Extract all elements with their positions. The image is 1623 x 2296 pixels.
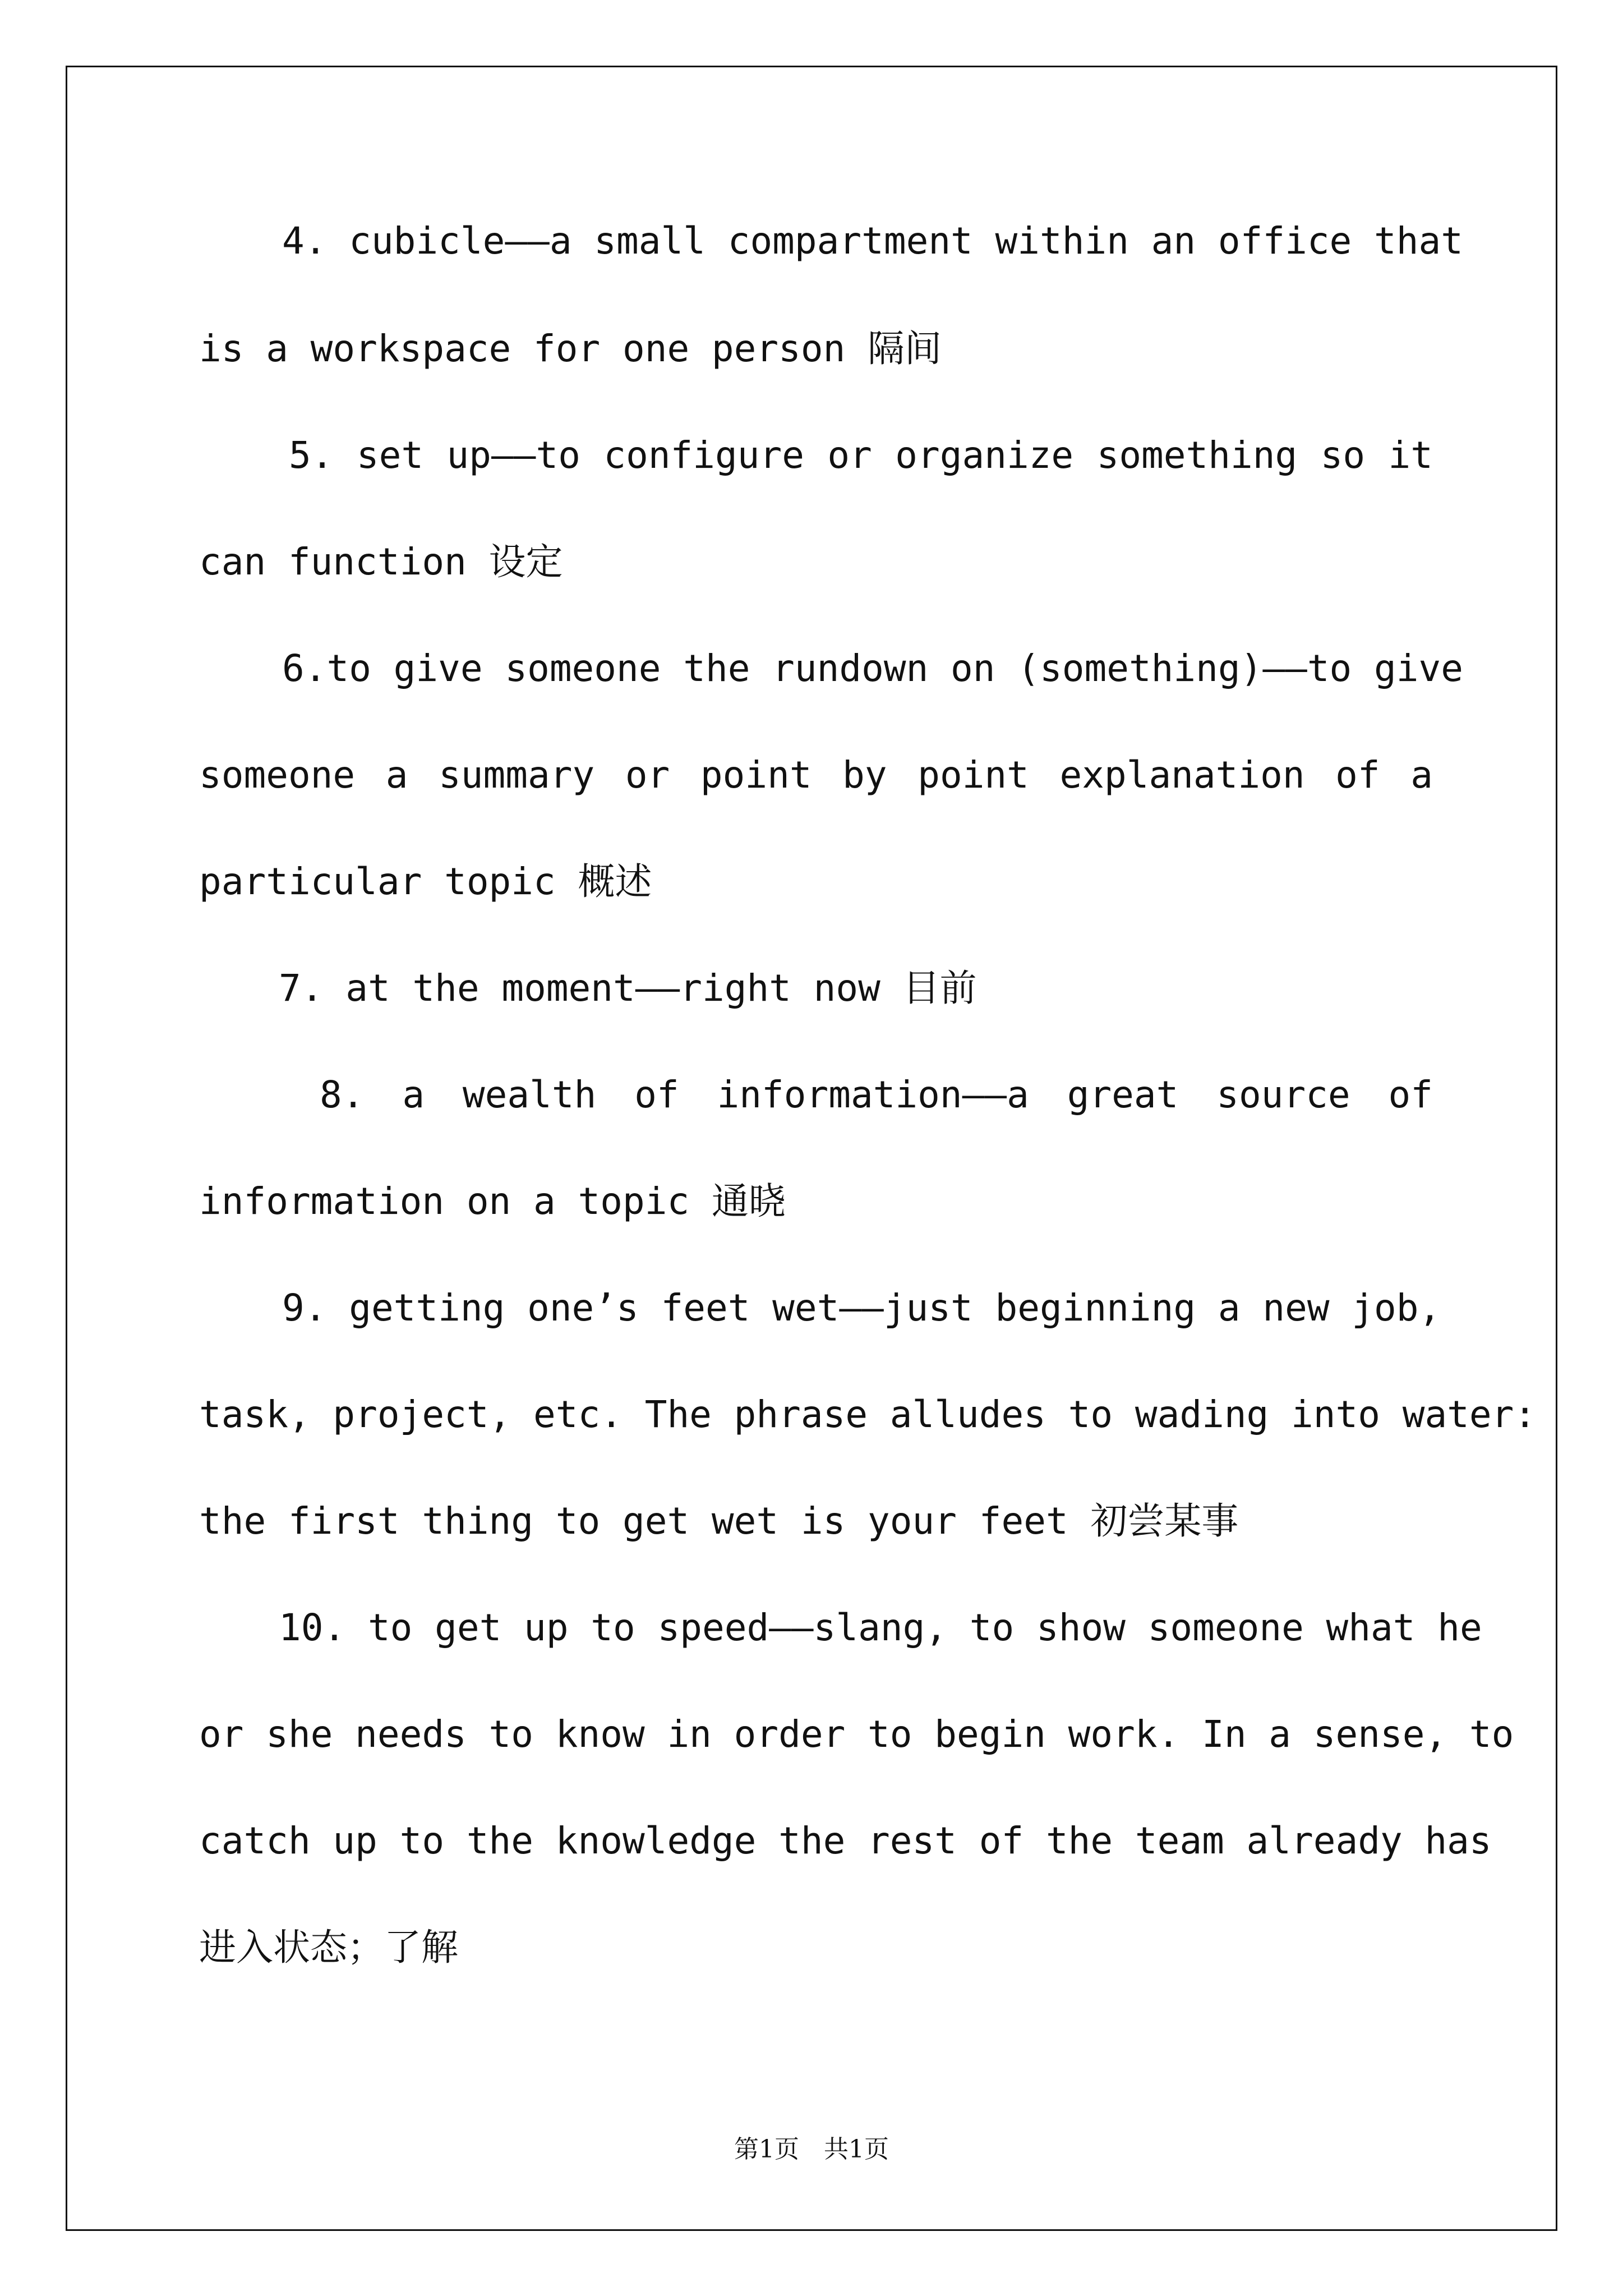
text-line-item4-a: 4. cubicle——a small compartment within an office that — [282, 219, 1463, 263]
text-line-item6-c: particular topic 概述 — [199, 860, 652, 903]
text-line-item8-a: 8. a wealth of information——a great source of — [320, 1073, 1433, 1116]
page-number-footer: 第1页 共1页 — [734, 2135, 889, 2164]
text-line-item10-a: 10. to get up to speed——slang, to show someone what he — [279, 1606, 1482, 1649]
text-line-item6-b: someone a summary or point by point explanation of a — [199, 753, 1433, 797]
text-line-item4-b: is a workspace for one person 隔间 — [199, 327, 942, 370]
text-line-item7: 7. at the moment——right now 目前 — [279, 967, 977, 1010]
text-line-item9-a: 9. getting one’s feet wet——just beginning a new job, — [282, 1286, 1441, 1329]
text-line-item10-d: 进入状态；了解 — [199, 1926, 458, 1969]
text-line-item5-b: can function 设定 — [199, 540, 563, 583]
text-line-item5-a: 5. set up——to configure or organize something so it — [289, 434, 1433, 477]
text-line-item9-b: task, project, etc. The phrase alludes to wading into water: — [199, 1393, 1537, 1436]
text-line-item8-b: information on a topic 通晓 — [199, 1180, 786, 1223]
text-line-item9-c: the first thing to get wet is your feet 初尝某事 — [199, 1499, 1239, 1543]
page-border — [66, 66, 1557, 2231]
text-line-item10-b: or she needs to know in order to begin work. In a sense, to — [199, 1713, 1514, 1756]
text-line-item10-c: catch up to the knowledge the rest of the team already has — [199, 1819, 1492, 1862]
text-line-item6-a: 6.to give someone the rundown on (something)——to give — [282, 647, 1463, 690]
